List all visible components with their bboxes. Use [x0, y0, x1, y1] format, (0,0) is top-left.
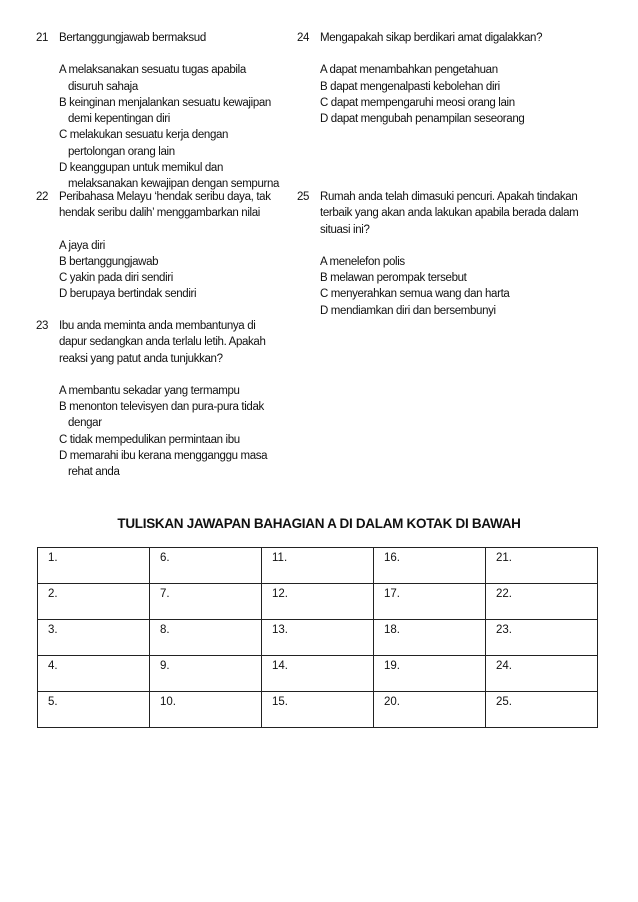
- option-d: D mendiamkan diri dan bersembunyi: [320, 304, 496, 317]
- answer-cell[interactable]: 22.: [486, 584, 598, 620]
- answer-row: [38, 656, 598, 692]
- question-number: 23: [36, 320, 49, 332]
- answer-cell[interactable]: 8.: [150, 620, 262, 656]
- answer-cell[interactable]: 4.: [38, 656, 150, 692]
- option-d: D dapat mengubah penampilan seseorang: [320, 113, 525, 126]
- option-c: C yakin pada diri sendiri: [59, 272, 173, 285]
- answer-cell[interactable]: 12.: [262, 584, 374, 620]
- question-stem: Ibu anda meminta anda membantunya di dapur sedangkan anda terlalu letih. Apakah reaksi yang patut anda tunjukkan?: [59, 320, 266, 365]
- answer-cell[interactable]: 16.: [374, 548, 486, 584]
- question-stem: Peribahasa Melayu ‘hendak seribu daya, tak hendak seribu dalih’ menggambarkan nilai: [59, 191, 271, 220]
- option-c: C tidak mempedulikan permintaan ibu: [59, 433, 240, 446]
- answer-cell[interactable]: 14.: [262, 656, 374, 692]
- option-d: D memarahi ibu kerana mengganggu masa rehat anda: [59, 450, 268, 479]
- answer-cell[interactable]: 25.: [486, 692, 598, 728]
- answer-row: [38, 548, 598, 584]
- answer-cell[interactable]: 2.: [38, 584, 150, 620]
- answer-cell[interactable]: 1.: [38, 548, 150, 584]
- option-c: C dapat mempengaruhi meosi orang lain: [320, 96, 515, 109]
- question-stem: Rumah anda telah dimasuki pencuri. Apakah tindakan terbaik yang akan anda lakukan apabila berada dalam situasi ini?: [320, 191, 579, 236]
- answer-cell[interactable]: 9.: [150, 656, 262, 692]
- answer-cell[interactable]: 13.: [262, 620, 374, 656]
- answer-cell[interactable]: 20.: [374, 692, 486, 728]
- question-number: 24: [297, 32, 310, 44]
- option-d: D berupaya bertindak sendiri: [59, 288, 197, 301]
- option-b: B menonton televisyen dan pura-pura tidak dengar: [59, 401, 264, 430]
- option-a: A jaya diri: [59, 239, 106, 252]
- answer-cell[interactable]: 23.: [486, 620, 598, 656]
- answer-cell[interactable]: 7.: [150, 584, 262, 620]
- question-stem: Mengapakah sikap berdikari amat digalakkan?: [320, 32, 543, 44]
- question-number: 22: [36, 191, 49, 203]
- option-c: C melakukan sesuatu kerja dengan pertolongan orang lain: [59, 129, 229, 158]
- option-b: B keinginan menjalankan sesuatu kewajipan demi kepentingan diri: [59, 96, 271, 126]
- option-a: A dapat menambahkan pengetahuan: [320, 64, 498, 77]
- answer-cell[interactable]: 19.: [374, 656, 486, 692]
- answer-row: [38, 620, 598, 656]
- question-number: 25: [297, 191, 310, 203]
- option-b: B dapat mengenalpasti kebolehan diri: [320, 80, 500, 93]
- answer-cell[interactable]: 15.: [262, 692, 374, 728]
- option-a: A menelefon polis: [320, 255, 405, 268]
- question-stem: Bertanggungjawab bermaksud: [59, 32, 206, 44]
- option-a: A membantu sekadar yang termampu: [59, 384, 240, 397]
- answer-cell[interactable]: 21.: [486, 548, 598, 584]
- answer-cell[interactable]: 6.: [150, 548, 262, 584]
- answer-row: [38, 692, 598, 728]
- answer-cell[interactable]: 17.: [374, 584, 486, 620]
- answer-cell[interactable]: 3.: [38, 620, 150, 656]
- option-b: B melawan perompak tersebut: [320, 272, 467, 285]
- answer-cell[interactable]: 18.: [374, 620, 486, 656]
- answer-cell[interactable]: 5.: [38, 692, 150, 728]
- option-d: D keanggupan untuk memikul dan melaksanakan kewajipan dengan sempurna: [59, 162, 280, 191]
- answer-grid: [37, 547, 598, 728]
- answer-cell[interactable]: 24.: [486, 656, 598, 692]
- answer-row: [38, 584, 598, 620]
- option-a: A melaksanakan sesuatu tugas apabila disuruh sahaja: [59, 64, 246, 93]
- question-number: 21: [36, 32, 49, 44]
- option-c: C menyerahkan semua wang dan harta: [320, 288, 510, 301]
- answer-section-heading: TULISKAN JAWAPAN BAHAGIAN A DI DALAM KOTAK DI BAWAH: [117, 516, 521, 531]
- answer-cell[interactable]: 11.: [262, 548, 374, 584]
- option-b: B bertanggungjawab: [59, 255, 159, 268]
- answer-cell[interactable]: 10.: [150, 692, 262, 728]
